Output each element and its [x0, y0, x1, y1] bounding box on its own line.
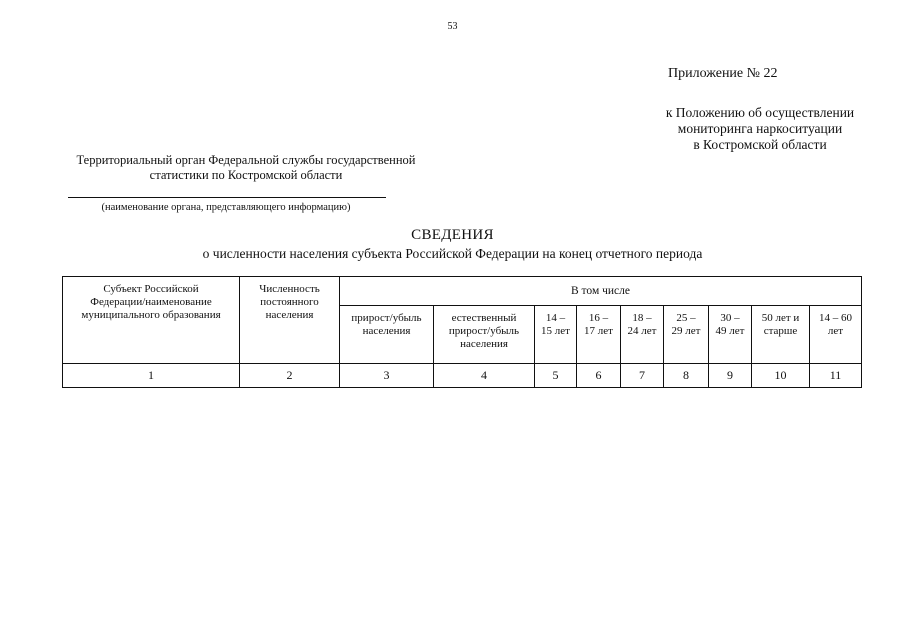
subheader-age-50-plus: [752, 306, 810, 364]
subheader-age-30-49: [709, 306, 752, 364]
subheader-text-line: 30 –: [720, 312, 740, 324]
header-subject: [63, 277, 240, 364]
column-number: 2: [240, 364, 340, 388]
subheader-text-line: 17 лет: [584, 325, 613, 337]
header-text-line: Субъект Российской: [103, 283, 199, 295]
column-number: 3: [340, 364, 434, 388]
subheader-text-line: 16 –: [588, 312, 609, 324]
column-number: 1: [63, 364, 240, 388]
header-text-line: муниципального образования: [81, 309, 221, 321]
document-heading: СВЕДЕНИЯ: [411, 227, 494, 243]
subheader-text-line: 18 –: [632, 312, 652, 324]
column-number: 11: [810, 364, 862, 388]
appendix-reference-line: в Костромской области: [693, 137, 827, 152]
subheader-age-14-15: [535, 306, 577, 364]
header-text-line: Федерации/наименование: [90, 296, 212, 308]
column-number: 9: [709, 364, 752, 388]
header-text-line: постоянного: [260, 296, 319, 308]
column-number: 6: [577, 364, 621, 388]
header-text-line: населения: [265, 309, 314, 321]
document-subheading: о численности населения субъекта Российской Федерации на конец отчетного периода: [202, 246, 703, 261]
organization-name-line: Территориальный орган Федеральной службы государственной: [76, 153, 416, 167]
subheader-population-change: [340, 306, 434, 364]
column-number: 4: [434, 364, 535, 388]
subheader-text-line: 25 –: [676, 312, 696, 324]
organization-underline: [68, 197, 386, 198]
subheader-text-line: 24 лет: [627, 325, 657, 337]
column-number: 7: [621, 364, 664, 388]
subheader-age-16-17: [577, 306, 621, 364]
table-header-row: [63, 277, 862, 306]
subheader-text-line: 50 лет и: [761, 312, 800, 324]
subheader-natural-change: [434, 306, 535, 364]
header-including: В том числе: [340, 277, 862, 306]
column-number: 5: [535, 364, 577, 388]
header-population: [240, 277, 340, 364]
subheader-age-18-24: [621, 306, 664, 364]
subheader-text-line: прирост/убыль: [351, 312, 422, 324]
organization-caption: (наименование органа, представляющего информацию): [101, 202, 351, 213]
organization-name-line: статистики по Костромской области: [149, 168, 343, 182]
appendix-reference-line: мониторинга наркоситуации: [677, 121, 843, 136]
column-number: 8: [664, 364, 709, 388]
organization-name: [58, 153, 434, 183]
header-text-line: Численность: [259, 283, 320, 295]
appendix-title: Приложение № 22: [668, 66, 778, 81]
page-number: 53: [447, 21, 458, 32]
subheader-text-line: 49 лет: [715, 325, 745, 337]
subheader-text-line: 15 лет: [541, 325, 570, 337]
appendix-reference: [620, 105, 900, 153]
subheader-text-line: лет: [827, 325, 844, 337]
appendix-reference-line: к Положению об осуществлении: [665, 105, 855, 120]
subheader-age-25-29: [664, 306, 709, 364]
subheader-age-14-60: [810, 306, 862, 364]
subheader-text-line: 14 – 60: [819, 312, 852, 324]
subheader-text-line: 29 лет: [671, 325, 701, 337]
subheader-text-line: населения: [362, 325, 411, 337]
report-table: [62, 276, 862, 388]
subheader-text-line: старше: [763, 325, 798, 337]
table-column-number-row: [63, 364, 862, 388]
subheader-text-line: 14 –: [545, 312, 566, 324]
subheader-text-line: прирост/убыль: [448, 325, 520, 337]
column-number: 10: [752, 364, 810, 388]
subheader-text-line: естественный: [451, 312, 517, 324]
subheader-text-line: населения: [460, 338, 508, 350]
